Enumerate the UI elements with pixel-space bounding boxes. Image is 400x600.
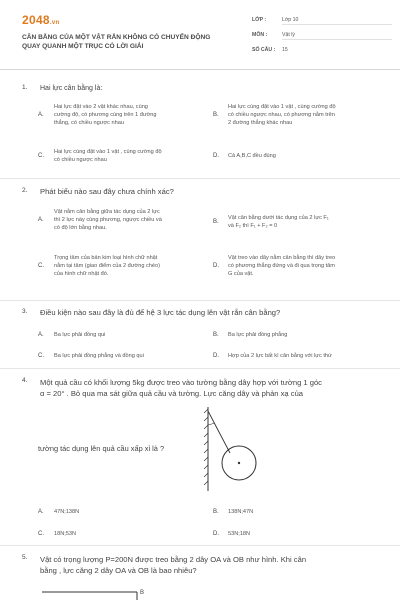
- question-text-line: bằng , lực căng 2 dây OA và OB là bao nhiêu?: [40, 566, 197, 575]
- question-5: [22, 554, 387, 600]
- question-divider: [0, 178, 400, 179]
- question-number: 5.: [22, 554, 28, 561]
- option-letter: D.: [213, 531, 219, 537]
- option-line: Cả A,B,C đều đúng: [228, 153, 276, 159]
- question-text: Phát biểu nào sau đây chưa chính xác?: [40, 187, 174, 196]
- meta-class: [252, 17, 298, 23]
- meta-subject-label: MÔN :: [252, 32, 268, 38]
- option-line: cường độ, có phương cùng trên 1 đường: [54, 112, 157, 118]
- option-line: thẳng, có chiều ngược nhau: [54, 120, 124, 126]
- option-letter: A.: [38, 217, 44, 223]
- question-text-line: Vật có trọng lượng P=200N được treo bằng 2 dây OA và OB như hình. Khi cân: [40, 555, 307, 564]
- option-letter: D.: [213, 263, 219, 269]
- option-line: Hai lực cùng đặt vào 1 vật , cùng cường độ: [54, 149, 162, 155]
- option-letter: D.: [213, 353, 219, 359]
- option-line: Hai lực đặt vào 2 vật khác nhau, cùng: [54, 104, 148, 110]
- document-title: CÂN BẰNG CỦA MỘT VẬT RẮN KHÔNG CÓ CHUYỂN ĐỘNG QUAY QUANH MỘT TRỤC CÓ LỜI GIẢI: [22, 34, 211, 50]
- option-line: Vật treo vào dây nằm cân bằng thì dây treo: [228, 255, 336, 261]
- sphere-on-wall-figure: [202, 405, 292, 495]
- option-line: Hai lực cùng đặt vào 1 vật , cùng cường độ: [228, 104, 336, 110]
- meta-count-value: 15: [282, 47, 288, 53]
- question-text-line: Một quả cầu có khối lượng 5kg được treo vào tường bằng dây hợp với tường 1 góc: [40, 378, 322, 387]
- sphere-center: [238, 462, 240, 464]
- option-line: thì 2 lực này cùng phương, ngược chiều và: [54, 217, 162, 223]
- option-line: và F₂ thì F₁ + F₂ = 0: [228, 223, 278, 229]
- option-line: của hình chữ nhật đó.: [54, 271, 109, 277]
- question-divider: [0, 545, 400, 546]
- option-line: Vật cân bằng dưới tác dụng của 2 lực F₁: [228, 215, 329, 221]
- option-line: 2 đường thẳng khác nhau: [228, 120, 293, 126]
- option-line: có phương thẳng đứng và đi qua trọng tâm: [228, 263, 335, 269]
- rope-line: [208, 411, 230, 453]
- option-line: 138N;47N: [228, 509, 254, 515]
- option-line: có chiều ngược nhau, có phương nằm trên: [228, 112, 335, 118]
- option-letter: B.: [213, 509, 219, 515]
- option-line: G của vật.: [228, 271, 254, 277]
- question-text-line: α = 20° . Bỏ qua ma sát giữa quả cầu và tường. Lực căng dây và phản xạ của: [40, 389, 304, 398]
- figure-label-b: B: [140, 590, 145, 596]
- meta-class-label: LỚP :: [252, 17, 267, 23]
- option-line: 47N;138N: [54, 509, 80, 515]
- meta-count-label: SỐ CÂU :: [252, 47, 276, 53]
- question-number: 4.: [22, 377, 28, 384]
- option-letter: C.: [38, 531, 44, 537]
- meta-subject: [252, 32, 295, 38]
- meta-count: [252, 47, 288, 53]
- question-text: Điều kiện nào sau đây là đủ để hệ 3 lực tác dụng lên vật rắn cân bằng?: [40, 308, 281, 317]
- question-3: [22, 308, 387, 368]
- option-letter: C.: [38, 263, 44, 269]
- option-line: nằm tại tâm (giao điểm của 2 đường chéo): [54, 263, 160, 269]
- angle-arc: [208, 423, 215, 425]
- option-letter: B.: [213, 332, 219, 338]
- logo-text: 2048: [22, 13, 50, 27]
- question-1: [22, 84, 387, 179]
- document-header: [0, 0, 400, 70]
- option-line: có chiều ngược nhau: [54, 157, 107, 163]
- meta-divider: [282, 39, 392, 40]
- option-letter: A.: [38, 509, 44, 515]
- option-line: Ba lực phải đồng qui: [54, 332, 106, 338]
- question-4: [22, 377, 387, 545]
- question-divider: [0, 300, 400, 301]
- meta-subject-value: Vật lý: [282, 32, 295, 38]
- option-line: Hợp của 2 lực bất kì cân bằng với lực thứ: [228, 353, 332, 359]
- question-text-tail: tường tác dụng lên quả cầu xấp xỉ là ?: [38, 444, 165, 453]
- question-number: 3.: [22, 308, 28, 315]
- question-2: [22, 187, 387, 299]
- option-line: 18N;53N: [54, 531, 77, 537]
- site-logo[interactable]: [22, 13, 59, 27]
- question-text: Hai lực cân bằng là:: [40, 85, 103, 92]
- question-number: 2.: [22, 187, 28, 194]
- question-number: 1.: [22, 84, 28, 91]
- question-divider: [0, 368, 400, 369]
- question-text: [40, 377, 390, 399]
- question-text: [40, 554, 390, 576]
- option-letter: B.: [213, 219, 219, 225]
- meta-divider: [282, 24, 392, 25]
- option-letter: C.: [38, 353, 44, 359]
- option-line: Trọng tâm của bản kim loại hình chữ nhật: [54, 255, 158, 261]
- option-letter: C.: [38, 153, 44, 159]
- option-line: Ba lực phải đồng phẳng và đồng qui: [54, 353, 144, 359]
- option-line: Vật nằm cân bằng giữa tác dụng của 2 lực: [54, 209, 160, 215]
- meta-class-value: Lớp 10: [282, 17, 299, 23]
- option-line: 53N;18N: [228, 531, 251, 537]
- option-letter: A.: [38, 332, 44, 338]
- logo-suffix: .vn: [49, 20, 60, 26]
- option-letter: D.: [213, 153, 219, 159]
- option-line: Ba lực phải đồng phẳng: [228, 332, 288, 338]
- option-line: có độ lớn bằng nhau.: [54, 225, 107, 231]
- option-letter: A.: [38, 112, 44, 118]
- wall-hatch: [204, 407, 208, 491]
- option-letter: B.: [213, 112, 219, 118]
